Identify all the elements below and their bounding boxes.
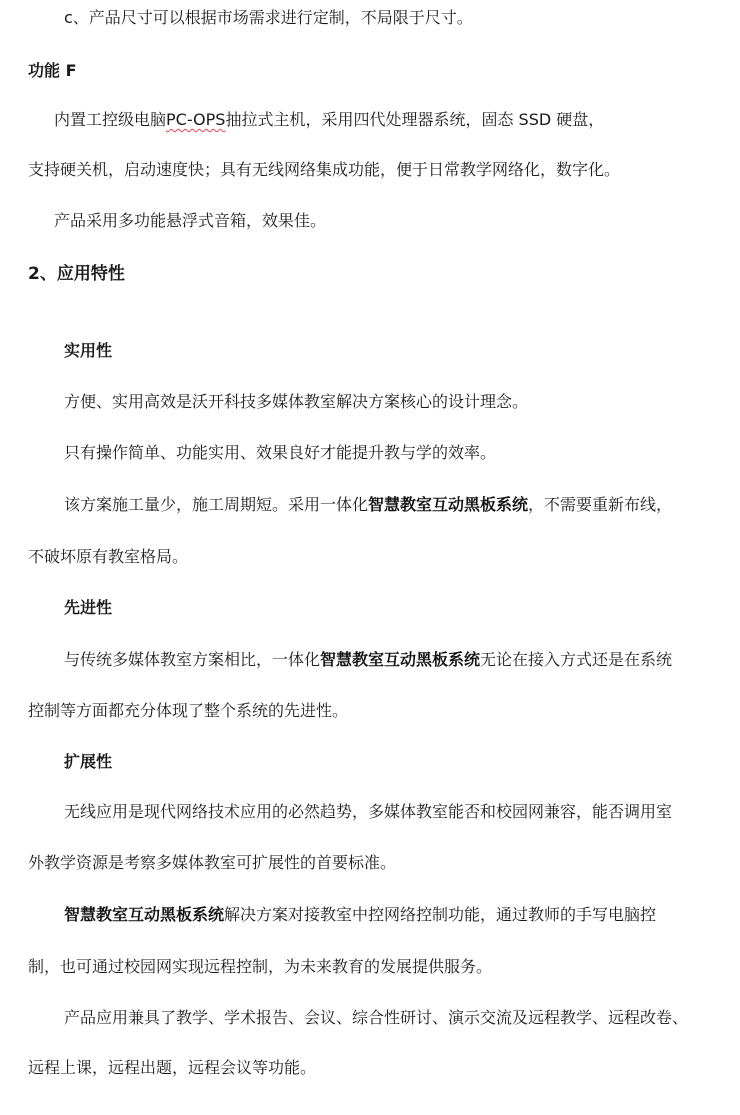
advanced-heading: 先进性 (64, 598, 113, 617)
pc-ops-spellcheck-marked: PC-OPS (166, 110, 226, 129)
smart-classroom-blackboard-link[interactable]: 智慧教室互动黑板系统 (320, 650, 481, 669)
smart-classroom-blackboard-link[interactable]: 智慧教室互动黑板系统 (64, 905, 225, 924)
practical-p3-prefix: 该方案施工量少，施工周期短。采用一体化 (64, 495, 369, 514)
extensible-heading: 扩展性 (64, 752, 113, 771)
extensible-paragraph-1-cont: 外教学资源是考察多媒体教室可扩展性的首要标准。 (28, 853, 397, 872)
advanced-p1-prefix: 与传统多媒体教室方案相比，一体化 (64, 650, 321, 669)
function-f-heading: 功能 F (28, 61, 77, 80)
application-heading: 2、应用特性 (28, 264, 125, 284)
practical-paragraph-1: 方便、实用高效是沃开科技多媒体教室解决方案核心的设计理念。 (64, 392, 529, 411)
practical-paragraph-3-cont: 不破坏原有教室格局。 (28, 547, 189, 566)
extensible-paragraph-1: 无线应用是现代网络技术应用的必然趋势，多媒体教室能否和校园网兼容，能否调用室 (64, 802, 673, 821)
extensible-paragraph-3-cont: 远程上课，远程出题，远程会议等功能。 (28, 1058, 317, 1077)
advanced-p1-suffix: 无论在接入方式还是在系统 (480, 650, 673, 669)
function-f-p1-suffix: 抽拉式主机，采用四代处理器系统，固态 SSD 硬盘， (225, 110, 605, 129)
practical-paragraph-3 (64, 494, 672, 516)
practical-p3-suffix: ，不需要重新布线， (528, 495, 673, 514)
practical-heading: 实用性 (64, 341, 113, 360)
function-f-p1-prefix: 内置工控级电脑 (54, 110, 167, 129)
function-f-paragraph-1-cont: 支持硬关机，启动速度快；具有无线网络集成功能，便于日常教学网络化，数字化。 (28, 160, 621, 179)
extensible-p2-suffix: 解决方案对接教室中控网络控制功能，通过教师的手写电脑控 (224, 905, 657, 924)
advanced-paragraph-1 (64, 649, 672, 671)
item-c-text: c、产品尺寸可以根据市场需求进行定制，不局限于尺寸。 (64, 8, 473, 27)
smart-classroom-blackboard-link[interactable]: 智慧教室互动黑板系统 (368, 495, 529, 514)
practical-paragraph-2: 只有操作简单、功能实用、效果良好才能提升教与学的效率。 (64, 443, 497, 462)
extensible-paragraph-2-cont: 制，也可通过校园网实现远程控制，为未来教育的发展提供服务。 (28, 957, 493, 976)
advanced-paragraph-1-cont: 控制等方面都充分体现了整个系统的先进性。 (28, 701, 349, 720)
function-f-paragraph-2: 产品采用多功能悬浮式音箱，效果佳。 (54, 211, 327, 230)
extensible-paragraph-3: 产品应用兼具了教学、学术报告、会议、综合性研讨、演示交流及远程教学、远程改卷、 (64, 1008, 689, 1027)
function-f-paragraph-1 (54, 109, 604, 131)
extensible-paragraph-2 (64, 904, 656, 926)
